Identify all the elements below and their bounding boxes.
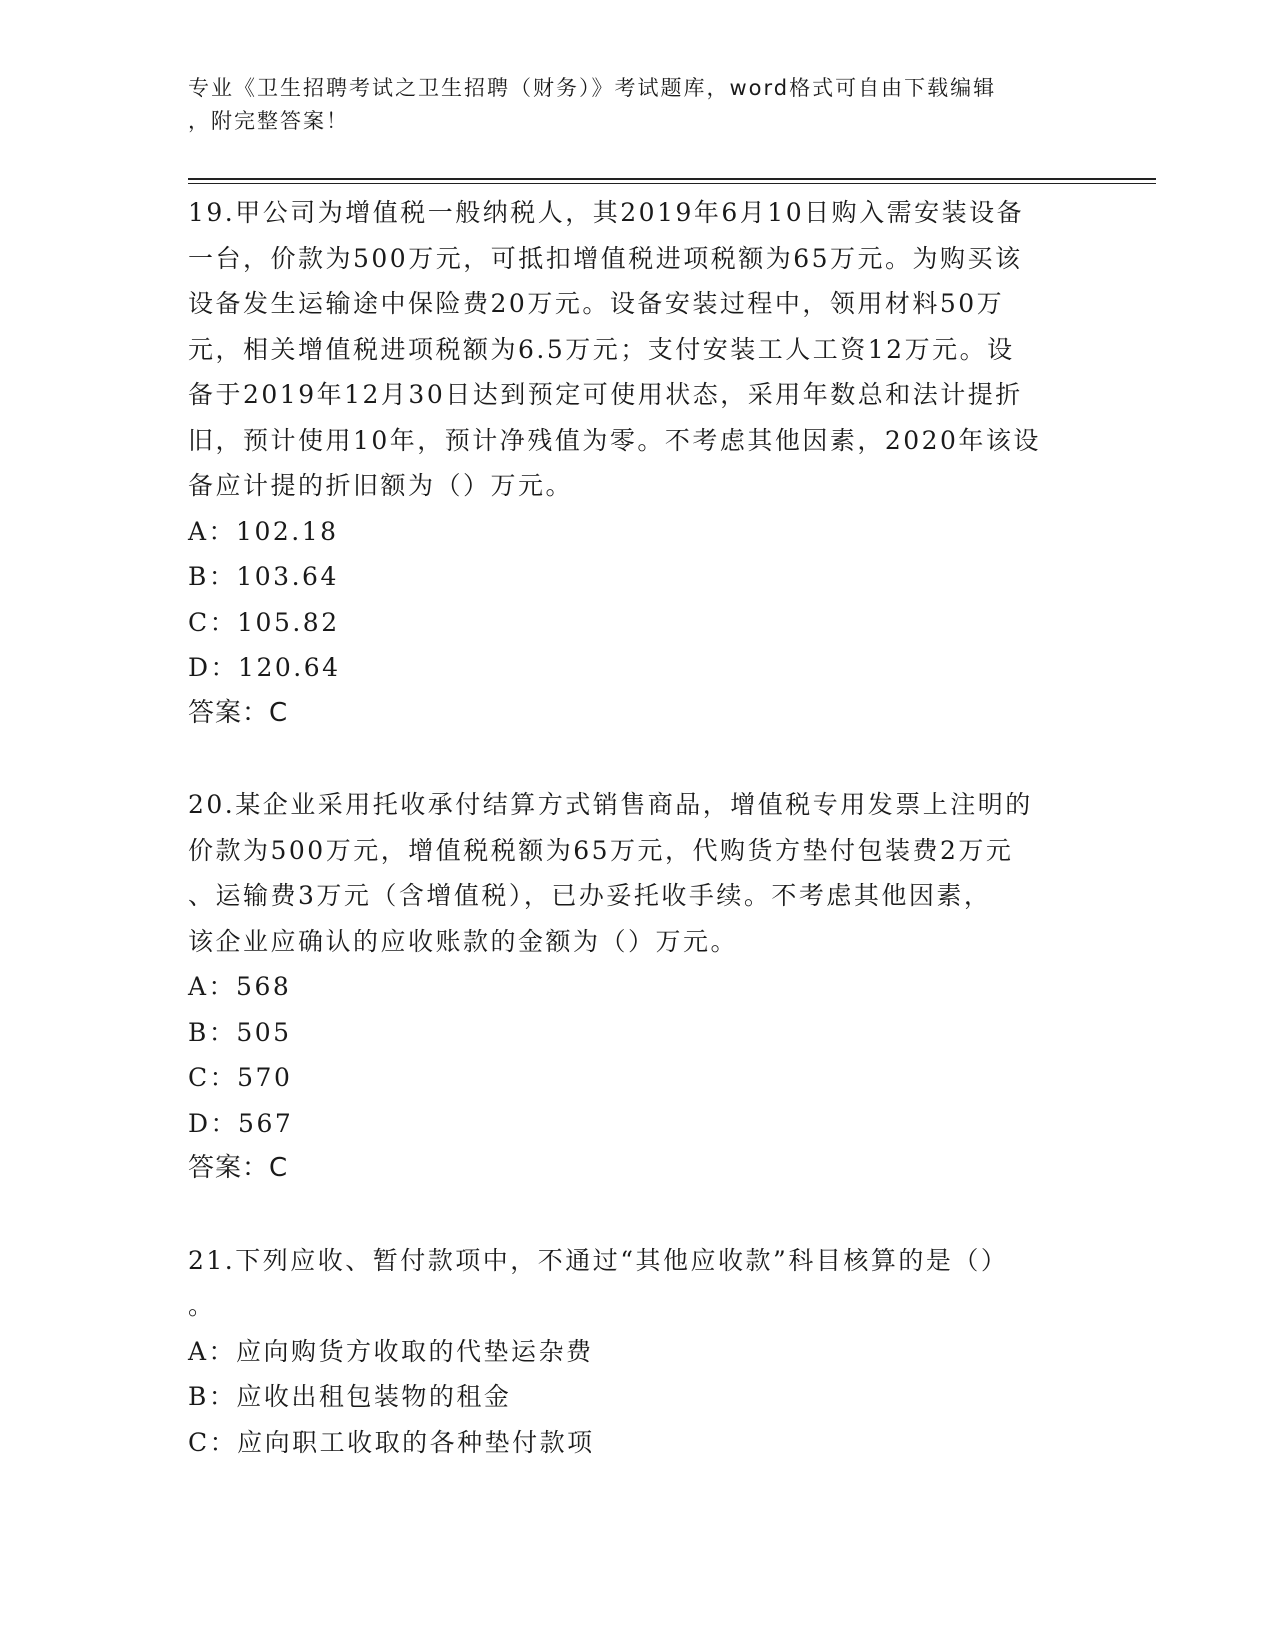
question-stem [188,1238,1088,1329]
question-stem [188,190,1088,509]
header-rule-thick [188,178,1156,180]
spacer [188,1192,1088,1238]
stem-line: 价款为500万元，增值税税额为65万元，代购货方垫付包装费2万元 [188,835,1014,865]
header-line-2: ，附完整答案！ [188,109,349,133]
option-a: A：应向购货方收取的代垫运杂费 [188,1336,594,1366]
header-rule-thin [188,183,1156,184]
answer: 答案：C [188,697,289,728]
header-line-1: 专业《卫生招聘考试之卫生招聘（财务）》考试题库，word格式可自由下载编辑 [188,76,997,100]
document-header [188,72,1088,138]
stem-line: 19.甲公司为增值税一般纳税人，其2019年6月10日购入需安装设备 [188,198,1025,227]
question-19 [188,190,1088,736]
option-b: B：505 [188,1017,292,1047]
stem-line: 设备发生运输途中保险费20万元。设备安装过程中，领用材料50万 [188,289,1005,318]
question-20 [188,782,1088,1192]
stem-line: 元，相关增值税进项税额为6.5万元；支付安装工人工资12万元。设 [188,334,1015,364]
stem-line: 20.某企业采用托收承付结算方式销售商品，增值税专用发票上注明的 [188,790,1033,819]
stem-line: 。 [188,1291,216,1320]
stem-line: 21.下列应收、暂付款项中，不通过“其他应收款”科目核算的是（） [188,1245,1009,1275]
stem-line: 旧，预计使用10年，预计净残值为零。不考虑其他因素，2020年该设 [188,425,1041,455]
stem-line: 备于2019年12月30日达到预定可使用状态，采用年数总和法计提折 [188,380,1023,409]
question-21 [188,1238,1088,1466]
option-b: B：应收出租包装物的租金 [188,1382,512,1411]
answer: 答案：C [188,1153,289,1183]
stem-line: 一台，价款为500万元，可抵扣增值税进项税额为65万元。为购买该 [188,243,1023,273]
option-c: C：应向职工收取的各种垫付款项 [188,1427,595,1457]
stem-line: 备应计提的折旧额为（）万元。 [188,471,574,500]
option-d: D：120.64 [188,653,341,682]
spacer [188,736,1088,782]
stem-line: 该企业应确认的应收账款的金额为（）万元。 [188,926,739,956]
option-d: D：567 [188,1108,294,1138]
option-c: C：570 [188,1063,293,1092]
question-stem [188,782,1088,964]
option-a: A：568 [188,972,292,1001]
option-c: C：105.82 [188,607,340,637]
option-a: A：102.18 [188,516,339,546]
stem-line: 、运输费3万元（含增值税），已办妥托收手续。不考虑其他因素， [188,881,992,910]
question-list [188,190,1088,1465]
option-b: B：103.64 [188,562,339,591]
